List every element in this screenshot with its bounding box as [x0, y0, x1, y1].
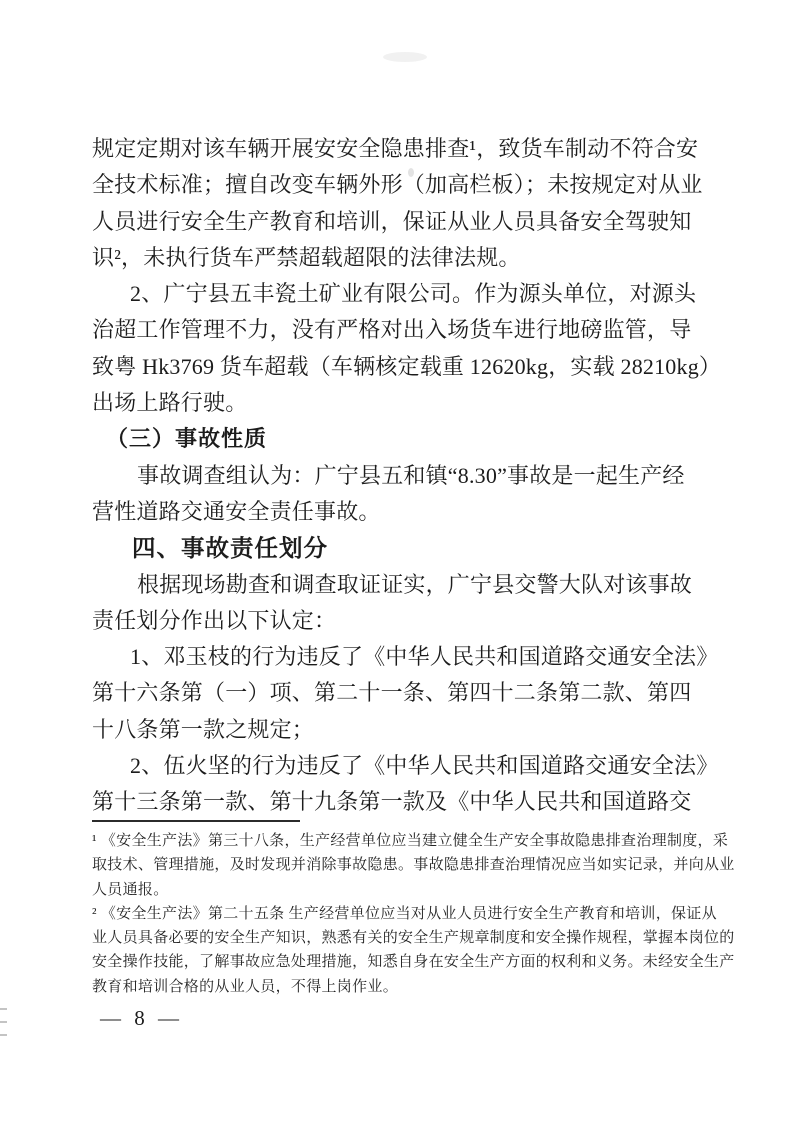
- footnote-separator: [92, 820, 300, 822]
- body-line: 人员进行安全生产教育和培训，保证从业人员具备安全驾驶知: [92, 208, 692, 234]
- body-line: 根据现场勘查和调查取证证实，广宁县交警大队对该事故: [137, 571, 693, 597]
- document-body: [92, 131, 722, 821]
- page-number: — 8 —: [100, 1006, 183, 1030]
- body-line: 1、邓玉枝的行为违反了《中华人民共和国道路交通安全法》: [130, 644, 719, 670]
- scan-smudge: [383, 52, 427, 62]
- body-line: 2、伍火坚的行为违反了《中华人民共和国道路交通安全法》: [130, 753, 719, 779]
- footnotes-section: [92, 820, 735, 999]
- body-line: 规定定期对该车辆开展安安全隐患排查¹，致货车制动不符合安: [92, 136, 699, 161]
- section-heading-accident-nature: （三）事故性质: [106, 426, 268, 452]
- body-line: 责任划分作出以下认定：: [92, 607, 337, 633]
- body-line: 第十六条第（一）项、第二十一条、第四十二条第二款、第四: [92, 680, 692, 706]
- scan-edge-mark: [0, 1008, 7, 1010]
- footnote-line: ¹ 《安全生产法》第三十八条，生产经营单位应当建立健全生产安全事故隐患排查治理制度，采: [92, 833, 729, 849]
- body-line: 2、广宁县五丰瓷土矿业有限公司。作为源头单位，对源头: [130, 281, 697, 307]
- scan-edge-mark: [0, 1021, 7, 1023]
- body-line: 全技术标准；擅自改变车辆外形（加高栏板）；未按规定对从业: [92, 172, 703, 198]
- footnote-line: ² 《安全生产法》第二十五条 生产经营单位应当对从业人员进行安全生产教育和培训，保证从: [92, 905, 717, 922]
- body-line: 致粤 Hk3769 货车超载（车辆核定载重 12620kg，实载 28210kg）: [92, 353, 722, 379]
- body-line: 事故调查组认为：广宁县五和镇“8.30”事故是一起生产经: [137, 462, 685, 488]
- footnote-line: 安全操作技能，了解事故应急处理措施，知悉自身在安全生产方面的权利和义务。未经安全生产: [92, 954, 735, 971]
- footnote-line: 人员通报。: [92, 881, 169, 898]
- footnote-line: 教育和培训合格的从业人员，不得上岗作业。: [92, 978, 399, 995]
- body-line: 营性道路交通安全责任事故。: [92, 498, 381, 524]
- footnote-line: 取技术、管理措施，及时发现并消除事故隐患。事故隐患排查治理情况应当如实记录，并向从业: [92, 857, 735, 874]
- body-line: 第十三条第一款、第十九条第一款及《中华人民共和国道路交: [92, 789, 692, 815]
- body-line: 治超工作管理不力，没有严格对出入场货车进行地磅监管，导: [92, 317, 692, 343]
- body-line: 识²，未执行货车严禁超载超限的法律法规。: [92, 244, 521, 270]
- body-line: 出场上路行驶。: [92, 390, 248, 416]
- section-heading-responsibility: 四、事故责任划分: [132, 535, 328, 562]
- scan-edge-mark: [0, 1034, 7, 1036]
- body-line: 十八条第一款之规定；: [92, 716, 315, 742]
- footnote-line: 业人员具备必要的安全生产知识，熟悉有关的安全生产规章制度和安全操作规程，掌握本岗位的: [92, 930, 735, 947]
